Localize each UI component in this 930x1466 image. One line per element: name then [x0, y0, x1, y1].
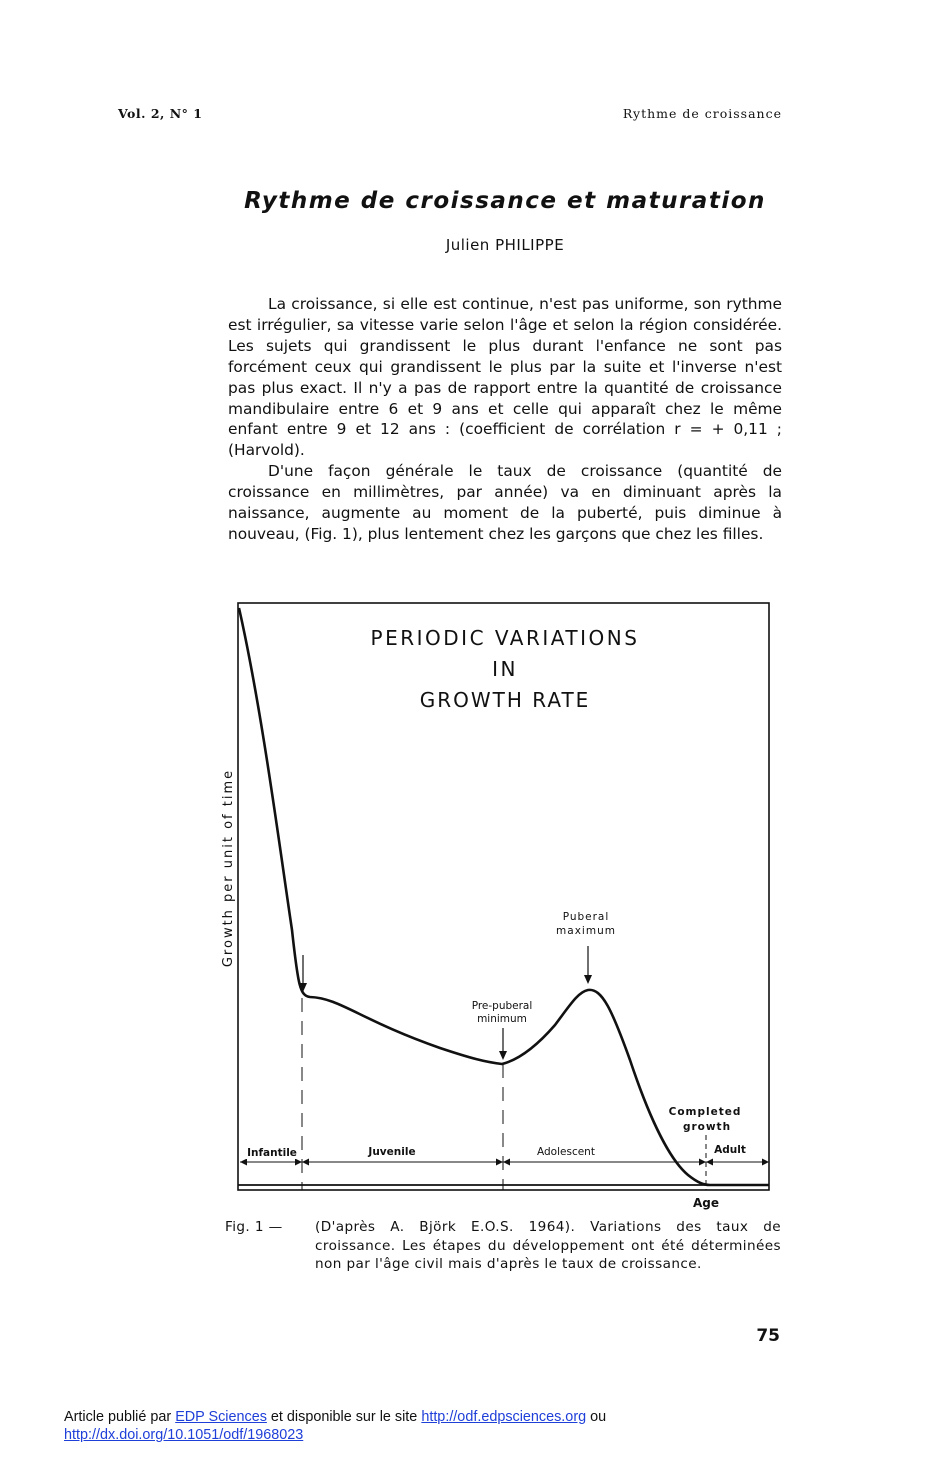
paragraph-2: D'une façon générale le taux de croissance (quantité de croissance en millimètres, par année) va en diminuant après la naissance, augmente au moment de la puberté, puis diminue à nouveau, (Fig. 1), plus lentement chez les garçons que chez les filles.: [228, 462, 782, 543]
running-header-title: Rythme de croissance: [622, 106, 782, 121]
growth-rate-diagram: [210, 600, 780, 1220]
running-header-volume: Vol. 2, N° 1: [118, 106, 203, 121]
arrow-adolescent-right: [699, 1159, 706, 1166]
figure-caption: [225, 1218, 781, 1274]
publisher-link[interactable]: EDP Sciences: [175, 1409, 267, 1425]
figure-title-line-1: PERIODIC VARIATIONS: [370, 626, 640, 650]
figure-ylabel: Growth per unit of time: [221, 768, 236, 968]
stage-label-adult: Adult: [714, 1144, 746, 1156]
article-body: [228, 294, 782, 545]
stage-label-infantile: Infantile: [247, 1147, 297, 1159]
annotation-completed-line-2: growth: [682, 1121, 732, 1133]
arrow-juvenile-left: [302, 1159, 309, 1166]
arrow-adolescent-left: [503, 1159, 510, 1166]
article-author: Julien PHILIPPE: [445, 236, 565, 254]
site-link[interactable]: http://odf.edpsciences.org: [421, 1409, 587, 1425]
arrow-juvenile-right: [496, 1159, 503, 1166]
prepuberal-arrow-head: [499, 1051, 507, 1060]
footer-prefix: Article publié par: [64, 1409, 176, 1425]
caption-label: Fig. 1 —: [225, 1219, 283, 1235]
article-title: Rythme de croissance et maturation: [244, 188, 766, 214]
annotation-prepuberal-line-1: Pre-puberal: [471, 1000, 533, 1012]
puberal-arrow-head: [584, 975, 592, 984]
page-number: 75: [756, 1326, 780, 1346]
doi-link[interactable]: http://dx.doi.org/10.1051/odf/1968023: [64, 1427, 304, 1443]
figure-xlabel: Age: [692, 1196, 720, 1210]
caption-text: (D'après A. Björk E.O.S. 1964). Variations des taux de croissance. Les étapes du développement ont été déterminées non par l'âge civil mais d'après le taux de croissance.: [315, 1219, 781, 1273]
figure-title-line-2: IN: [492, 657, 518, 681]
figure-growth-rate: [210, 600, 780, 1224]
annotation-puberal-line-1: Puberal: [562, 911, 610, 923]
footer-middle: et disponible sur le site: [266, 1409, 422, 1425]
publication-footer: [64, 1408, 864, 1444]
arrow-infantile-right: [295, 1159, 302, 1166]
footer-suffix: ou: [586, 1409, 607, 1425]
arrow-adult-right: [762, 1159, 769, 1166]
figure-title-line-3: GROWTH RATE: [419, 688, 591, 712]
stage-label-juvenile: Juvenile: [368, 1146, 416, 1158]
annotation-prepuberal-line-2: minimum: [477, 1013, 527, 1025]
arrow-adult-left: [706, 1159, 713, 1166]
arrow-infantile-left: [240, 1159, 247, 1166]
paragraph-1: La croissance, si elle est continue, n'est pas uniforme, son rythme est irrégulier, sa vitesse varie selon l'âge et selon la région considérée. Les sujets qui grandissent le plus durant l'enfance ne sont pas forcément ceux qui grandissent le plus par la suite et l'inverse n'est pas plus exact. Il n'y a pas de rapport entre la quantité de croissance mandibulaire entre 6 et 9 ans et celle qui apparaît chez le même enfant entre 9 et 12 ans : (coefficient de corrélation r = + 0,11 ; (Harvold).: [228, 295, 782, 460]
annotation-puberal-line-2: maximum: [556, 925, 616, 937]
stage-label-adolescent: Adolescent: [537, 1146, 595, 1158]
annotation-completed-line-1: Completed: [668, 1106, 742, 1118]
